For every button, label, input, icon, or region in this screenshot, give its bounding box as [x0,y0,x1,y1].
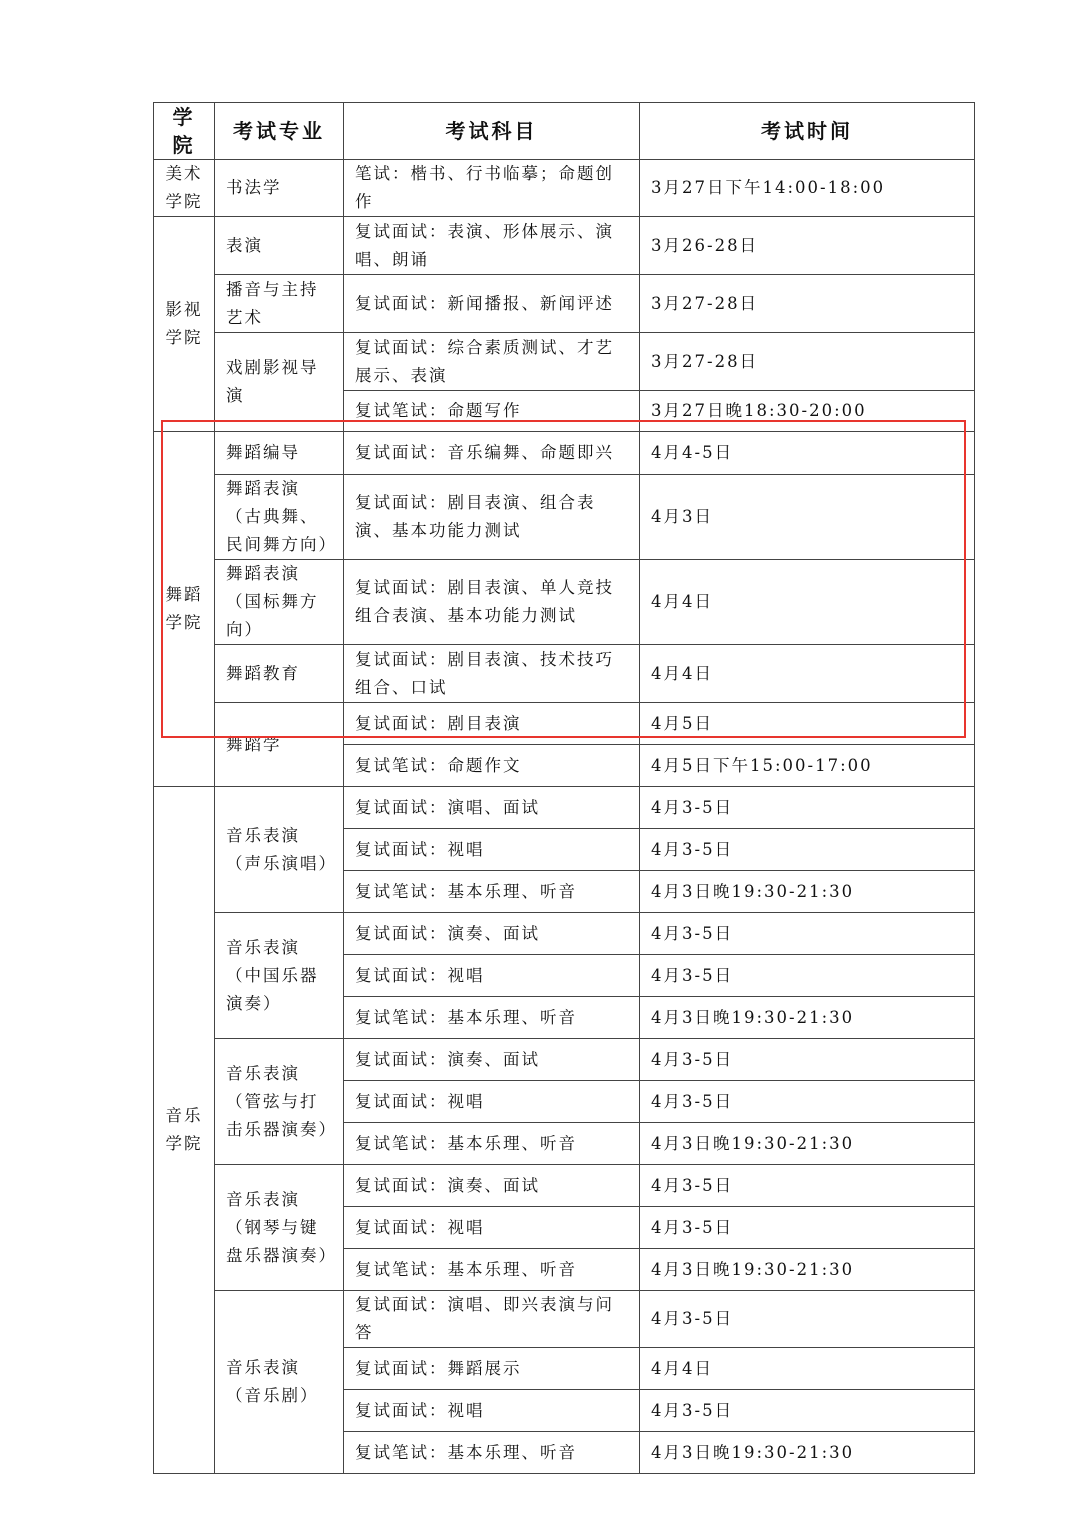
time-cell: 4月3-5日 [640,1165,975,1207]
major-cell: 音乐表演（声乐演唱） [215,787,344,913]
major-cell: 舞蹈编导 [215,432,344,475]
time-cell: 4月3日晚19:30-21:30 [640,1249,975,1291]
table-row [154,333,975,391]
major-cell: 书法学 [215,160,344,217]
major-cell: 音乐表演（钢琴与键盘乐器演奏） [215,1165,344,1291]
subject-cell: 复试面试：剧目表演、组合表演、基本功能力测试 [344,475,640,560]
subject-cell: 复试笔试：基本乐理、听音 [344,871,640,913]
time-cell: 4月3-5日 [640,787,975,829]
time-cell: 4月3日晚19:30-21:30 [640,1432,975,1474]
time-cell: 4月3-5日 [640,1207,975,1249]
subject-cell: 复试笔试：命题写作 [344,391,640,432]
time-cell: 4月3日晚19:30-21:30 [640,1123,975,1165]
time-cell: 4月3-5日 [640,955,975,997]
subject-cell: 复试面试：表演、形体展示、演唱、朗诵 [344,217,640,275]
major-cell: 舞蹈表演（国标舞方向） [215,560,344,645]
time-cell: 3月27-28日 [640,333,975,391]
subject-cell: 复试面试：演奏、面试 [344,1165,640,1207]
major-cell: 音乐表演（管弦与打击乐器演奏） [215,1039,344,1165]
major-cell: 舞蹈学 [215,703,344,787]
table-row [154,275,975,333]
subject-cell: 复试面试：演奏、面试 [344,913,640,955]
time-cell: 4月3-5日 [640,829,975,871]
subject-cell: 复试面试：剧目表演 [344,703,640,745]
subject-cell: 复试笔试：基本乐理、听音 [344,1432,640,1474]
subject-cell: 复试面试：视唱 [344,1390,640,1432]
header-major: 考试专业 [215,103,344,160]
time-cell: 4月5日下午15:00-17:00 [640,745,975,787]
subject-cell: 复试面试：视唱 [344,1081,640,1123]
table-row [154,160,975,217]
major-cell: 戏剧影视导演 [215,333,344,432]
major-cell: 舞蹈教育 [215,645,344,703]
subject-cell: 复试笔试：基本乐理、听音 [344,1249,640,1291]
subject-cell: 复试面试：综合素质测试、才艺展示、表演 [344,333,640,391]
time-cell: 4月3日 [640,475,975,560]
time-cell: 3月27-28日 [640,275,975,333]
time-cell: 3月26-28日 [640,217,975,275]
table-row [154,217,975,275]
table-row [154,645,975,703]
time-cell: 4月3-5日 [640,913,975,955]
subject-cell: 复试笔试：命题作文 [344,745,640,787]
time-cell: 4月3日晚19:30-21:30 [640,997,975,1039]
time-cell: 4月4日 [640,645,975,703]
table-header-row [154,103,975,160]
subject-cell: 复试面试：剧目表演、单人竞技组合表演、基本功能力测试 [344,560,640,645]
table-row [154,787,975,829]
major-cell: 播音与主持艺术 [215,275,344,333]
time-cell: 4月3-5日 [640,1039,975,1081]
time-cell: 4月3日晚19:30-21:30 [640,871,975,913]
header-college: 学院 [154,103,215,160]
table-row [154,475,975,560]
subject-cell: 复试面试：视唱 [344,955,640,997]
time-cell: 4月3-5日 [640,1291,975,1348]
table-row [154,913,975,955]
subject-cell: 复试面试：音乐编舞、命题即兴 [344,432,640,475]
major-cell: 音乐表演（中国乐器演奏） [215,913,344,1039]
subject-cell: 复试面试：演唱、面试 [344,787,640,829]
subject-cell: 复试面试：新闻播报、新闻评述 [344,275,640,333]
header-time: 考试时间 [640,103,975,160]
college-cell: 舞蹈学院 [154,432,215,787]
table-row [154,1165,975,1207]
exam-schedule-table [153,102,975,1474]
time-cell: 4月4日 [640,560,975,645]
time-cell: 4月5日 [640,703,975,745]
time-cell: 3月27日下午14:00-18:00 [640,160,975,217]
major-cell: 舞蹈表演（古典舞、民间舞方向） [215,475,344,560]
time-cell: 4月4-5日 [640,432,975,475]
time-cell: 4月3-5日 [640,1081,975,1123]
subject-cell: 复试面试：演唱、即兴表演与问答 [344,1291,640,1348]
time-cell: 4月4日 [640,1348,975,1390]
table-row [154,703,975,745]
subject-cell: 复试面试：视唱 [344,829,640,871]
subject-cell: 复试面试：演奏、面试 [344,1039,640,1081]
subject-cell: 复试笔试：基本乐理、听音 [344,997,640,1039]
time-cell: 3月27日晚18:30-20:00 [640,391,975,432]
subject-cell: 复试面试：舞蹈展示 [344,1348,640,1390]
subject-cell: 复试面试：视唱 [344,1207,640,1249]
header-subject: 考试科目 [344,103,640,160]
subject-cell: 笔试：楷书、行书临摹；命题创作 [344,160,640,217]
table-row [154,1291,975,1348]
college-cell: 美术学院 [154,160,215,217]
table-row [154,1039,975,1081]
college-cell: 音乐学院 [154,787,215,1474]
subject-cell: 复试面试：剧目表演、技术技巧组合、口试 [344,645,640,703]
major-cell: 表演 [215,217,344,275]
table-row [154,560,975,645]
subject-cell: 复试笔试：基本乐理、听音 [344,1123,640,1165]
time-cell: 4月3-5日 [640,1390,975,1432]
major-cell: 音乐表演（音乐剧） [215,1291,344,1474]
college-cell: 影视学院 [154,217,215,432]
table-row [154,432,975,475]
